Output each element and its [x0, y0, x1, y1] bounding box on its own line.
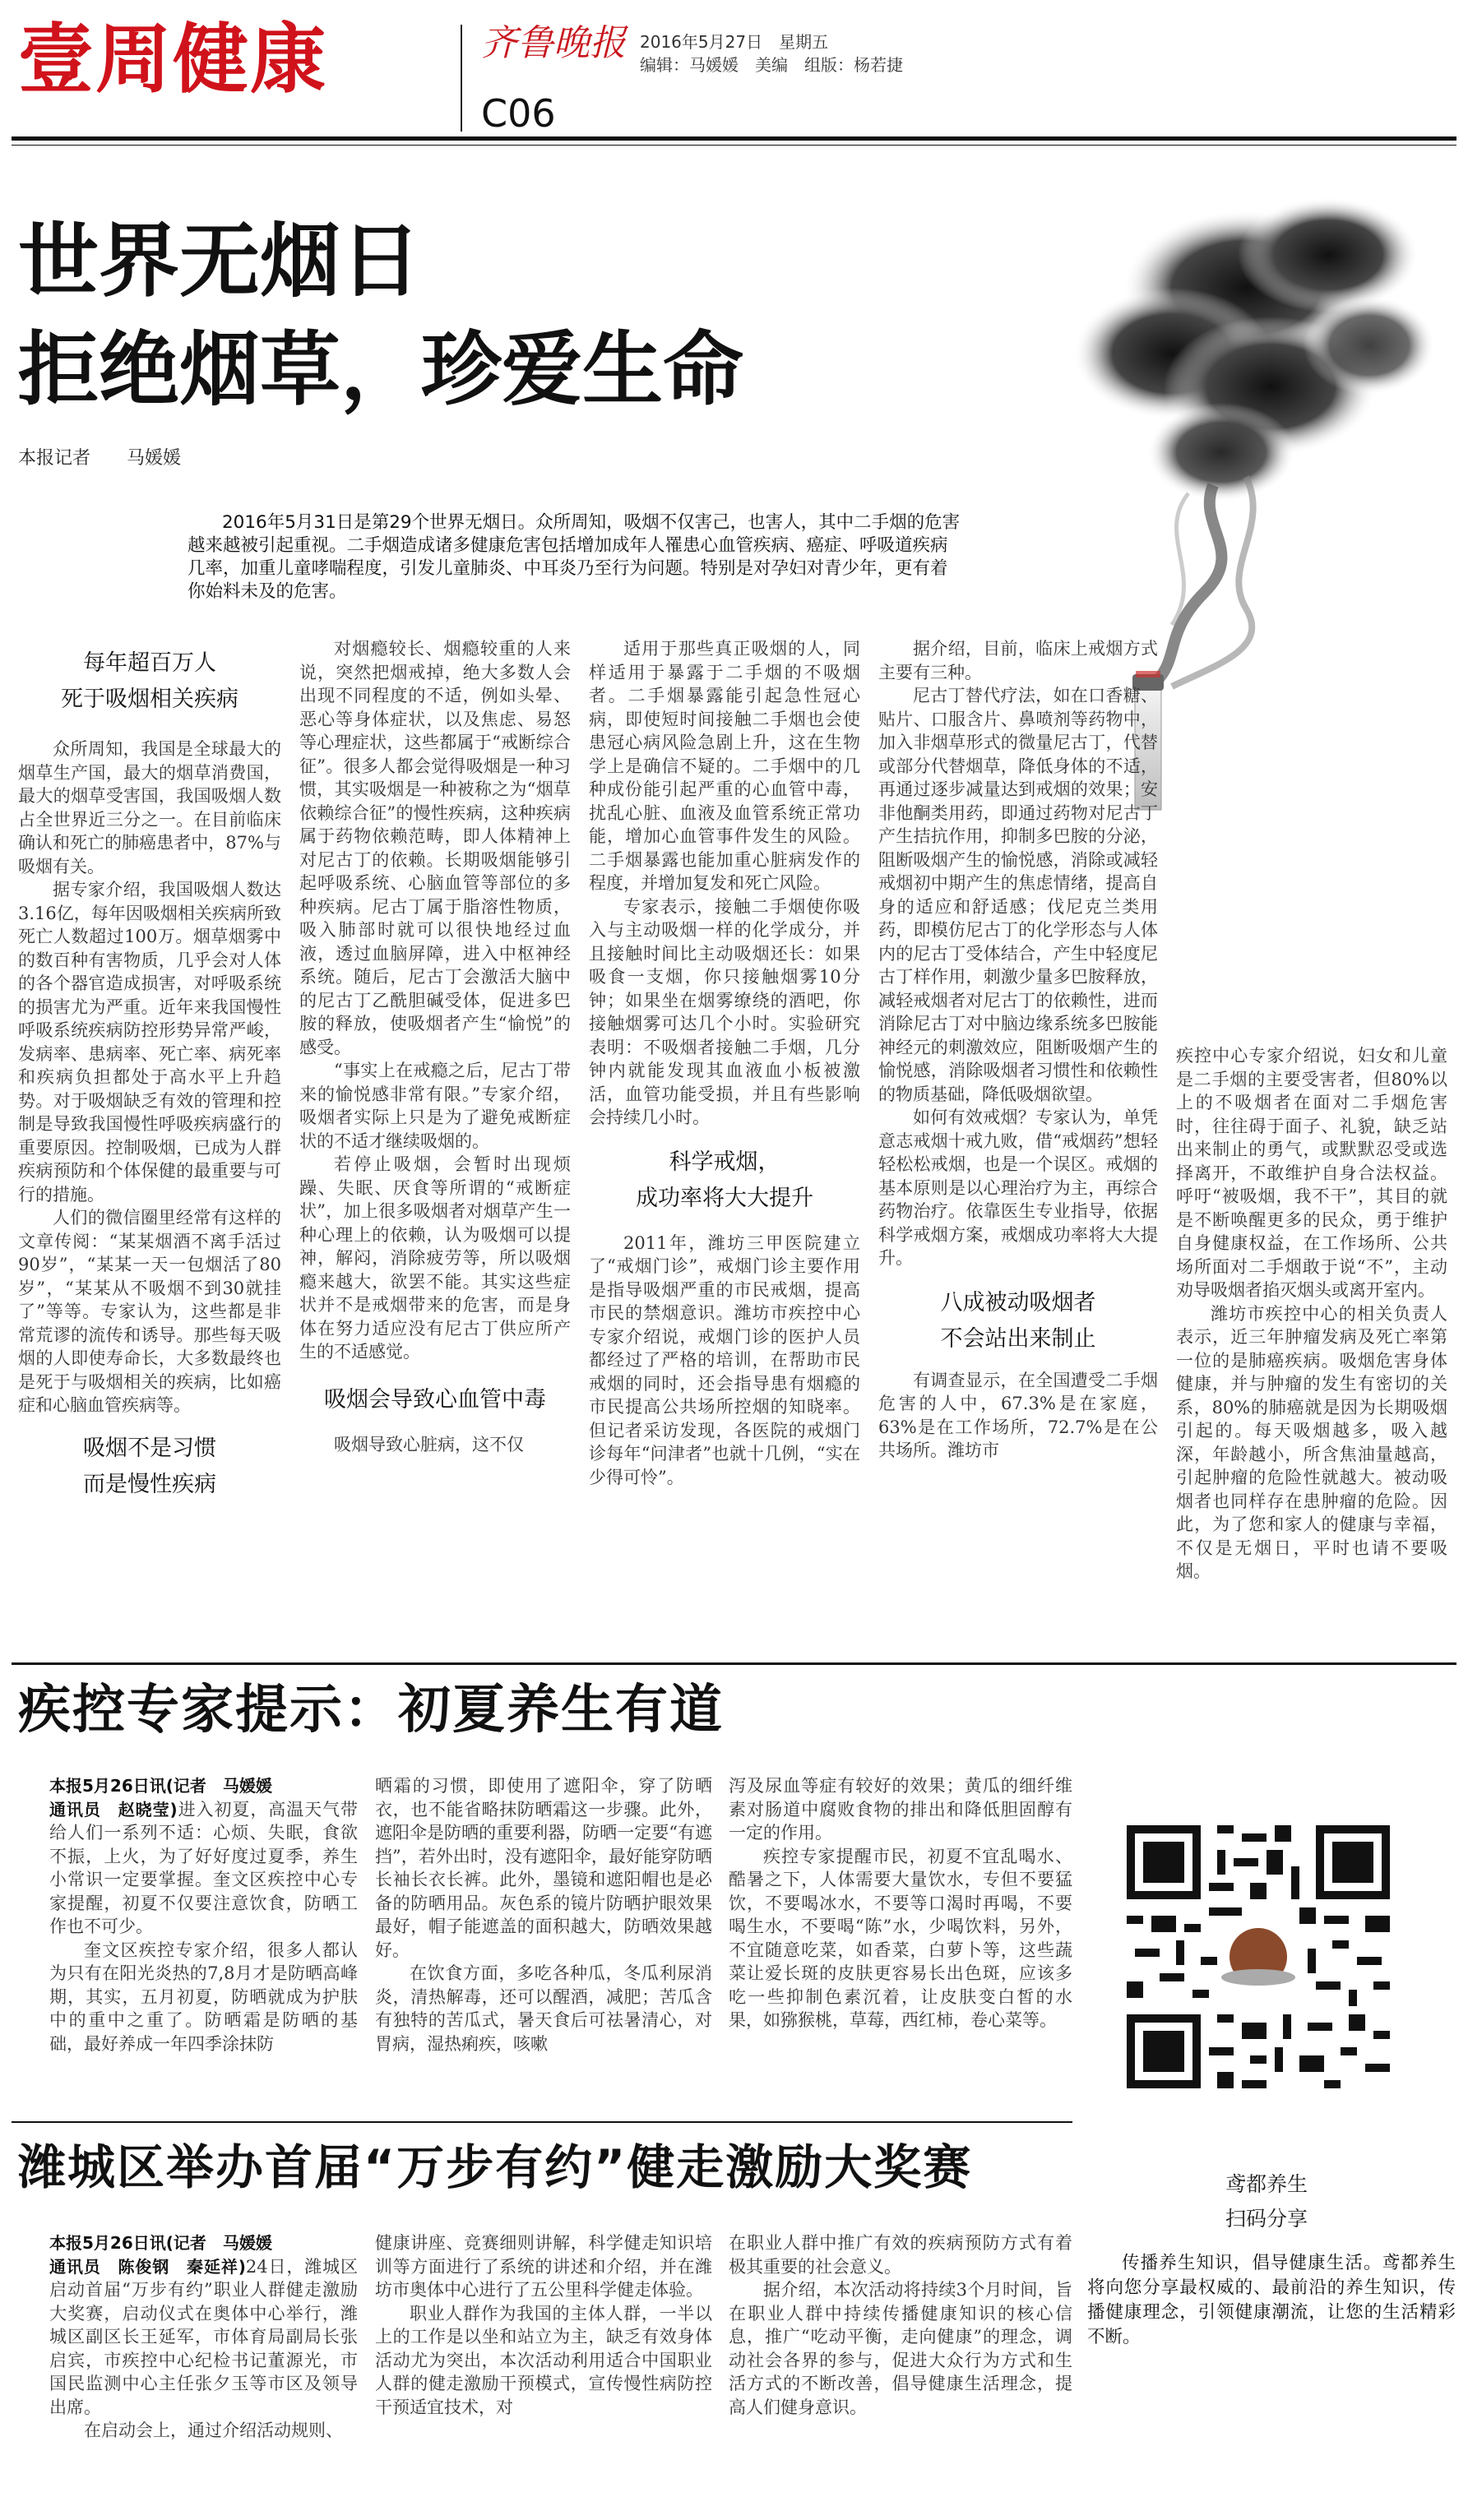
paragraph: 泻及尿血等症有较好的效果；黄瓜的细纤维素对肠道中腐败食物的排出和降低胆固醇有一定的作用。 [729, 1776, 1072, 1843]
qr-caption-line2: 扫码分享 [1225, 2207, 1308, 2231]
walking-column-2 [375, 2231, 712, 2511]
paragraph: 据专家介绍，我国吸烟人数达3.16亿，每年因吸烟相关疾病所致死亡人数超过100万。烟草烟雾中的数百种有害物质，几乎会对人体的各个器官造成损害，对呼吸系统的损害尤为严重。近年来我国慢性呼吸系统疾病防控形势异常严峻，发病率、患病率、死亡率、病死率和疾病负担都处于高水平上升趋势。对于吸烟缺乏有效的管理和控制是导致我国慢性呼吸疾病盛行的重要原因。控制吸烟，已成为人群疾病预防和个体保健的最重要与可行的措施。 [18, 880, 281, 1205]
subhead-disease-line2: 而是慢性疾病 [83, 1471, 216, 1497]
subhead-quit-line1: 科学戒烟， [669, 1149, 780, 1175]
tips-title: 疾控专家提示：初夏养生有道 [18, 1680, 724, 1741]
paragraph: 若停止吸烟，会暂时出现烦躁、失眠、厌食等所谓的“戒断症状”，加上很多吸烟者对烟草产生一种心理上的依赖，认为吸烟可以提神，解闷，消除疲劳等，所以吸烟瘾来越大，欲罢不能。其实这些症状并不是戒烟带来的危害，而是身体在努力适应没有尼古丁供应所产生的不适感觉。 [299, 1154, 571, 1362]
tips-byline-2: 通讯员 赵晓莹) [49, 1799, 178, 1819]
walking-column-3 [729, 2231, 1072, 2511]
paragraph: 在饮食方面，多吃各种瓜，冬瓜利尿消炎，清热解毒，还可以醒酒，减肥；苦瓜含有独特的苦瓜式，暑天食后可祛暑清心，对胃病，湿热痢疾，咳嗽 [375, 1963, 712, 2054]
tips-column-3 [729, 1774, 1072, 2128]
paragraph: 疾控中心专家介绍说，妇女和儿童是二手烟的主要受害者，但80%以上的不吸烟者在面对二手烟危害时，往往碍于面子、礼貌，缺乏站出来制止的勇气，或默默忍受或选择离开，不敢维护自身合法权益。呼吁“被吸烟，我不干”，其目的就是不断唤醒更多的民众，勇于维护自身健康权益，在工作场所、公共场所面对二手烟敢于说“不”，主动劝导吸烟者掐灭烟头或离开室内。 [1176, 1046, 1447, 1300]
feature-column-1 [18, 645, 281, 1644]
feature-column-3 [589, 637, 860, 1644]
staff-credits: 编辑：马媛媛 美编 组版：杨若捷 [640, 55, 903, 75]
section-rule [12, 1662, 1456, 1665]
walking-byline: 本报5月26日讯(记者 马媛媛 [49, 2233, 272, 2253]
paragraph: 吸烟导致心脏病，这不仅 [334, 1434, 524, 1454]
page-number: C06 [481, 91, 556, 136]
masthead-rule-thin [12, 145, 1456, 146]
paragraph: 进入初夏，高温天气带给人们一系列不适：心烦、失眠，食欲不振，上火，为了好好度过夏季，养生小常识一定要掌握。奎文区疾控中心专家提醒，初夏不仅要注意饮食，防晒工作也不可少。 [49, 1799, 358, 1936]
tips-byline: 本报5月26日讯(记者 马媛媛 [49, 1776, 272, 1796]
tips-column-2 [375, 1774, 712, 2128]
subhead-disease-line1: 吸烟不是习惯 [83, 1435, 216, 1461]
walking-column-1 [49, 2231, 358, 2511]
subhead-passive-line1: 八成被动吸烟者 [940, 1289, 1096, 1315]
qr-caption [1143, 2167, 1390, 2236]
masthead-rule [12, 136, 1456, 141]
subhead-deaths-line2: 死于吸烟相关疾病 [61, 687, 238, 712]
paragraph: 人们的微信圈里经常有这样的文章传阅：“某某烟酒不离手活过90岁”，“某某一天一包烟活了80岁”，“某某从不吸烟不到30就挂了”等等。专家认为，这些都是非常荒谬的流传和诱导。那些每天吸烟的人即使寿命长，大多数最终也是死于与吸烟相关的疾病，比如癌症和心脑血管疾病等。 [18, 1208, 281, 1415]
paragraph: 据介绍，本次活动将持续3个月时间，旨在职业人群中持续传播健康知识的核心信息，推广“吃动平衡，走向健康”的理念，调动社会各界的参与，促进大众行为方式和生活方式的不断改善，倡导健康生活理念，提高人们健身意识。 [729, 2280, 1072, 2417]
masthead-divider [461, 25, 462, 132]
tips-column-1 [49, 1774, 358, 2128]
paragraph: 如何有效戒烟？专家认为，单凭意志戒烟十戒九败，借“戒烟药”想轻轻松松戒烟，也是一个误区。戒烟的基本原则是以心理治疗为主，再综合药物治疗。依靠医生专业指导，依据科学戒烟方案，戒烟成功率将大大提升。 [878, 1107, 1158, 1268]
walking-byline-2: 通讯员 陈俊钢 秦延祥) [49, 2256, 246, 2277]
paragraph: 有调查显示，在全国遭受二手烟危害的人中，67.3%是在家庭，63%是在工作场所，72.7%是在公共场所。潍坊市 [878, 1370, 1158, 1460]
paragraph: 奎文区疾控专家介绍，很多人都认为只有在阳光炎热的7,8月才是防晒高峰期，其实，五月初夏，防晒就成为护肤中的重中之重了。防晒霜是防晒的基础，最好养成一年四季涂抹防 [49, 1940, 358, 2054]
paragraph: 疾控专家提醒市民，初夏不宜乱喝水、酷暑之下，人体需要大量饮水，专但不要猛饮，不要喝冰水，不要等口渴时再喝，不要喝生水，不要喝“陈”水，少喝饮料，另外，不宜随意吃菜，如香菜，白萝卜等，这些蔬菜让爱长斑的皮肤更容易长出色斑，应该多吃一些抑制色素沉着，让皮肤变白皙的水果，如猕猴桃，草莓，西红柿，卷心菜等。 [729, 1846, 1072, 2030]
subhead-deaths-line1: 每年超百万人 [83, 650, 216, 676]
paragraph: 在启动会上，通过介绍活动规则、 [84, 2421, 343, 2440]
paragraph: 众所周知，我国是全球最大的烟草生产国，最大的烟草消费国，最大的烟草受害国，我国吸烟人数占全世界近三分之一。在目前临床确认和死亡的肺癌患者中，87%与吸烟有关。 [18, 739, 281, 876]
feature-headline-line2: 拒绝烟草，珍爱生命 [18, 323, 744, 417]
feature-column-5 [1176, 1044, 1447, 1644]
section-title: 壹周健康 [18, 16, 328, 104]
subhead-cardio: 吸烟会导致心血管中毒 [324, 1386, 546, 1413]
feature-column-2 [299, 637, 571, 1644]
subhead-passive-line2: 不会站出来制止 [940, 1325, 1096, 1352]
paper-logo: 齐鲁晚报 [481, 22, 626, 64]
paragraph: 晒霜的习惯，即使用了遮阳伞，穿了防晒衣，也不能省略抹防晒霜这一步骤。此外，遮阳伞是防晒的重要利器，防晒一定要“有遮挡”，若外出时，没有遮阳伞，最好能穿防晒长袖长衣长裤。此外，墨镜和遮阳帽也是必备的防晒用品。灰色系的镜片防晒护眼效果最好，帽子能遮盖的面积越大，防晒效果越好。 [375, 1776, 712, 1960]
walking-title: 潍城区举办首届“万步有约”健走激励大奖赛 [18, 2139, 973, 2195]
section-rule-2 [12, 2121, 1072, 2123]
paragraph: “事实上在戒瘾之后，尼古丁带来的愉悦感非常有限。”专家介绍，吸烟者实际上只是为了避免戒断症状的不适才继续吸烟的。 [299, 1061, 571, 1151]
subhead-quit-line2: 成功率将大大提升 [636, 1185, 813, 1211]
feature-lead: 2016年5月31日是第29个世界无烟日。众所周知，吸烟不仅害己，也害人，其中二手烟的危害越来越被引起重视。二手烟造成诸多健康危害包括增加成年人罹患心血管疾病、癌症、呼吸道疾病几率，加重儿童哮喘程度，引发儿童肺炎、中耳炎乃至行为问题。特别是对孕妇对青少年，更有着你始料未及的危害。 [188, 512, 961, 602]
feature-headline-line1: 世界无烟日 [18, 215, 422, 308]
paragraph: 24日，潍城区启动首届“万步有约”职业人群健走激励大奖赛，启动仪式在奥体中心举行，潍城区副区长王延军，市体育局副局长张启宾，市疾控中心纪检书记董源光，市国民监测中心主任张夕玉等市区及领导出席。 [49, 2256, 358, 2417]
feature-byline: 本报记者 马媛媛 [18, 448, 182, 469]
paragraph: 职业人群作为我国的主体人群，一半以上的工作是以坐和站立为主，缺乏有效身体活动尤为突出，本次活动利用适合中国职业人群的健走激励干预模式，宣传慢性病防控干预适宜技术，对 [375, 2303, 712, 2417]
paragraph: 尼古丁替代疗法，如在口香糖、贴片、口服含片、鼻喷剂等药物中，加入非烟草形式的微量尼古丁，代替或部分代替烟草，降低身体的不适，再通过逐步减量达到戒烟的效果；安非他酮类用药，即通过药物对尼古丁产生拮抗作用，抑制多巴胺的分泌，阻断吸烟产生的愉悦感，消除或减轻戒烟初中期产生的焦虑情绪，提高自身的适应和舒适感；伐尼克兰类用药，即模仿尼古丁的化学形态与人体内的尼古丁受体结合，产生中轻度尼古丁样作用，刺激少量多巴胺释放，减轻戒烟者对尼古丁的依赖性，进而消除尼古丁对中脑边缘系统多巴胺能神经元的刺激效应，阻断吸烟产生的愉悦感，消除吸烟者习惯性和依赖性的物质基础，降低吸烟欲望。 [878, 686, 1158, 1104]
paragraph: 健康讲座、竞赛细则讲解，科学健走知识培训等方面进行了系统的讲述和介绍，并在潍坊市奥体中心进行了五公里科学健走体验。 [375, 2233, 712, 2300]
qr-code[interactable] [1118, 1817, 1398, 2097]
paragraph: 在职业人群中推广有效的疾病预防方式有着极其重要的社会意义。 [729, 2233, 1072, 2277]
promo-text: 传播养生知识，倡导健康生活。鸢都养生将向您分享最权威的、最前沿的养生知识，传播健康理念，引领健康潮流，让您的生活精彩不断。 [1087, 2253, 1456, 2347]
qr-caption-line1: 鸢都养生 [1225, 2172, 1308, 2196]
paragraph: 专家表示，接触二手烟使你吸入与主动吸烟一样的化学成分，并且接触时间比主动吸烟还长：如果吸食一支烟，你只接触烟雾10分钟；如果坐在烟雾缭绕的酒吧，你接触烟雾可达几个小时。实验研究表明：不吸烟者接触二手烟，几分钟内就能发现其血液血小板被激活，血管功能受损，并且有些影响会持续几小时。 [589, 896, 860, 1127]
paragraph: 对烟瘾较长、烟瘾较重的人来说，突然把烟戒掉，绝大多数人会出现不同程度的不适，例如头晕、恶心等身体症状，以及焦虑、易怒等心理症状，这些都属于“戒断综合征”。很多人都会觉得吸烟是一种习惯，其实吸烟是一种被称之为“烟草依赖综合征”的慢性疾病，这种疾病属于药物依赖范畴，即人体精神上对尼古丁的依赖。长期吸烟能够引起呼吸系统、心脑血管等部位的多种疾病。尼古丁属于脂溶性物质，吸入肺部时就可以很快地经过血液，透过血脑屏障，进入中枢神经系统。随后，尼古丁会激活大脑中的尼古丁乙酰胆碱受体，促进多巴胺的释放，使吸烟者产生“愉悦”的感受。 [299, 639, 571, 1057]
paragraph: 适用于那些真正吸烟的人，同样适用于暴露于二手烟的不吸烟者。二手烟暴露能引起急性冠心病，即使短时间接触二手烟也会使患冠心病风险急剧上升，这在生物学上是确信不疑的。二手烟中的几种成份能引起严重的心血管中毒，扰乱心脏、血液及血管系统正常功能，增加心血管事件发生的风险。二手烟暴露也能加重心脏病发作的程度，并增加复发和死亡风险。 [589, 639, 860, 893]
feature-column-4 [878, 637, 1158, 1644]
issue-date: 2016年5月27日 星期五 [640, 32, 829, 52]
paragraph: 潍坊市疾控中心的相关负责人表示，近三年肿瘤发病及死亡率第一位的是肺癌疾病。吸烟危害身体健康，并与肿瘤的发生有密切的关系，80%的肺癌就是因为长期吸烟引起的。每天吸烟越多，吸入越深，年龄越小，所含焦油量越高，引起肿瘤的危险性就越大。被动吸烟者也同样存在患肿瘤的危险。因此，为了您和家人的健康与幸福，不仅是无烟日，平时也请不要吸烟。 [1176, 1303, 1447, 1581]
paragraph: 据介绍，目前，临床上戒烟方式主要有三种。 [878, 639, 1158, 682]
paragraph: 2011年，潍坊三甲医院建立了“戒烟门诊”，戒烟门诊主要作用是指导吸烟严重的市民戒烟，提高市民的禁烟意识。潍坊市疾控中心专家介绍说，戒烟门诊的医护人员都经过了严格的培训，在帮助市民戒烟的同时，还会指导患有烟瘾的市民提高公共场所控烟的知晓率。但记者采访发现，各医院的戒烟门诊每年“问津者”也就十几例，“实在少得可怜”。 [589, 1232, 860, 1487]
